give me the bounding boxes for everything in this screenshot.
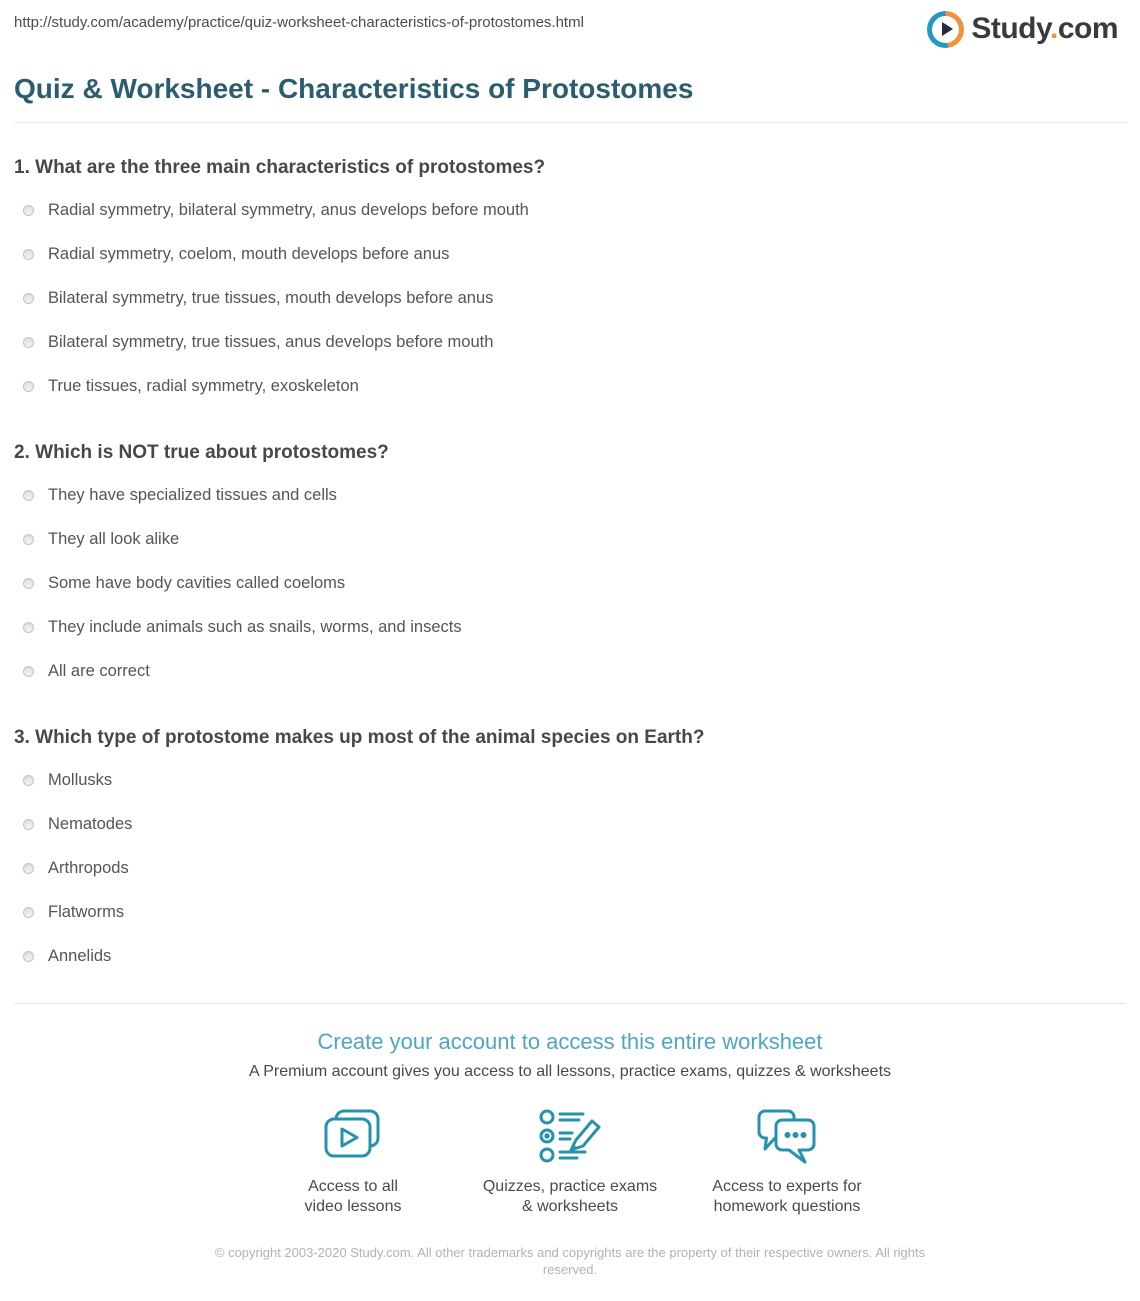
cta-subtitle: A Premium account gives you access to all lessons, practice exams, quizzes & worksheets (248, 1063, 892, 1080)
answer-option[interactable]: Nematodes (14, 802, 1126, 846)
feature-quizzes-worksheets (462, 1108, 679, 1217)
create-account-section (0, 1027, 1140, 1217)
radio-button[interactable] (23, 951, 34, 962)
question-1 (14, 155, 1126, 408)
cta-divider (14, 1003, 1126, 1004)
question-2-title: 2. Which is NOT true about protostomes? (14, 442, 389, 463)
question-1-options (14, 188, 1126, 408)
radio-button[interactable] (23, 578, 34, 589)
quiz-content (0, 155, 1140, 978)
question-3-title: 3. Which type of protostome makes up most of the animal species on Earth? (14, 727, 705, 748)
answer-option[interactable]: Annelids (14, 934, 1126, 978)
answer-option[interactable]: Bilateral symmetry, true tissues, mouth develops before anus (14, 276, 1126, 320)
video-lessons-icon (320, 1108, 386, 1166)
question-2-options (14, 473, 1126, 693)
studycom-logo[interactable] (927, 10, 1118, 48)
radio-button[interactable] (23, 819, 34, 830)
answer-option[interactable]: All are correct (14, 649, 1126, 693)
radio-button[interactable] (23, 907, 34, 918)
radio-button[interactable] (23, 775, 34, 786)
page-url: http://study.com/academy/practice/quiz-worksheet-characteristics-of-protostomes.html (14, 14, 584, 31)
play-icon (927, 11, 964, 48)
copyright-notice: © copyright 2003-2020 Study.com. All other trademarks and copyrights are the property of their respective owners. All rights reserved. (214, 1245, 926, 1277)
feature-label: Access to experts for homework questions (712, 1178, 862, 1215)
feature-video-lessons (245, 1108, 462, 1217)
answer-option[interactable]: Flatworms (14, 890, 1126, 934)
answer-option[interactable]: They include animals such as snails, worms, and insects (14, 605, 1126, 649)
feature-list (0, 1108, 1140, 1217)
radio-button[interactable] (23, 293, 34, 304)
question-1-title: 1. What are the three main characteristics of protostomes? (14, 157, 546, 178)
radio-button[interactable] (23, 622, 34, 633)
page-title: Quiz & Worksheet - Characteristics of Protostomes (14, 73, 694, 104)
page-header (0, 0, 1140, 48)
feature-label: Quizzes, practice exams & worksheets (482, 1178, 658, 1215)
radio-button[interactable] (23, 534, 34, 545)
question-3-options (14, 758, 1126, 978)
logo-dot: . (1049, 12, 1058, 45)
radio-button[interactable] (23, 863, 34, 874)
feature-homework-experts (679, 1108, 896, 1217)
question-2 (14, 440, 1126, 693)
feature-label: Access to all video lessons (304, 1178, 402, 1215)
answer-option[interactable]: Radial symmetry, coelom, mouth develops before anus (14, 232, 1126, 276)
answer-option[interactable]: They all look alike (14, 517, 1126, 561)
answer-option[interactable]: Some have body cavities called coeloms (14, 561, 1126, 605)
answer-option[interactable]: Radial symmetry, bilateral symmetry, anus develops before mouth (14, 188, 1126, 232)
answer-option[interactable]: They have specialized tissues and cells (14, 473, 1126, 517)
cta-title: Create your account to access this entire worksheet (317, 1029, 823, 1054)
radio-button[interactable] (23, 490, 34, 501)
radio-button[interactable] (23, 337, 34, 348)
logo-text: Study.com (971, 12, 1118, 45)
homework-experts-icon (754, 1108, 820, 1166)
quizzes-worksheets-icon (537, 1108, 603, 1166)
radio-button[interactable] (23, 205, 34, 216)
answer-option[interactable]: Arthropods (14, 846, 1126, 890)
answer-option[interactable]: Bilateral symmetry, true tissues, anus develops before mouth (14, 320, 1126, 364)
radio-button[interactable] (23, 381, 34, 392)
question-3 (14, 725, 1126, 978)
title-divider (14, 122, 1126, 123)
answer-option[interactable]: True tissues, radial symmetry, exoskeleton (14, 364, 1126, 408)
radio-button[interactable] (23, 666, 34, 677)
answer-option[interactable]: Mollusks (14, 758, 1126, 802)
radio-button[interactable] (23, 249, 34, 260)
